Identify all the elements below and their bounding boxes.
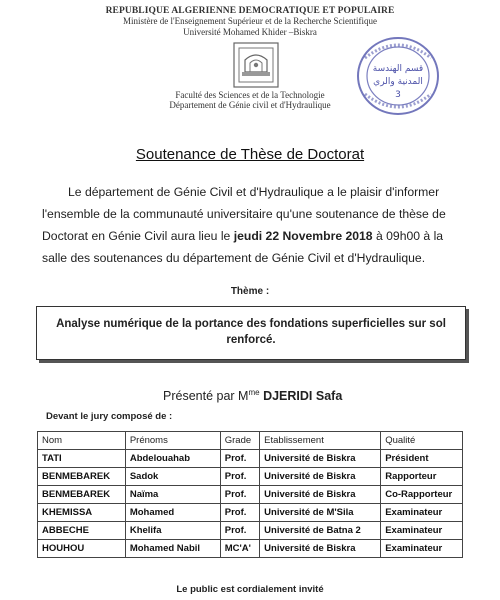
svg-text:المدنية والري: المدنية والري [373,77,423,87]
col-header-institution: Etablissement [260,432,381,450]
cell-name: BENMEBAREK [38,486,126,504]
table-row [38,486,463,504]
cell-grade: Prof. [220,468,259,486]
svg-text:قسم الهندسة: قسم الهندسة [372,64,424,74]
announcement-line-3 [42,230,462,242]
col-header-grade: Grade [220,432,259,450]
cell-role: Examinateur [381,540,463,558]
cell-firstname: Sadok [125,468,220,486]
defense-date: jeudi 22 Novembre 2018 [233,229,373,243]
table-row [38,468,463,486]
jury-intro: Devant le jury composé de : [46,411,173,422]
cell-name: ABBECHE [38,522,126,540]
table-row [38,504,463,522]
cell-grade: Prof. [220,504,259,522]
announcement-text: Doctorat en Génie Civil aura lieu le [42,229,234,243]
university-logo-icon [233,42,279,88]
cell-name: KHEMISSA [38,504,126,522]
svg-text:3: 3 [395,90,401,100]
cell-role: Examinateur [381,522,463,540]
cell-name: HOUHOU [38,540,126,558]
announcement-line-2: l'ensemble de la communauté universitaire qu'une soutenance de thèse de [42,207,446,221]
cell-grade: MC'A' [220,540,259,558]
document-title: Soutenance de Thèse de Doctorat [135,146,365,163]
cell-institution: Université de Biskra [260,468,381,486]
header-ministry: Ministère de l'Enseignement Supérieur et de la Recherche Scientifique [122,16,378,26]
footer-invitation: Le public est cordialement invité [176,584,324,595]
header-university: Université Mohamed Khider –Biskra [183,27,317,37]
cell-institution: Université de Biskra [260,486,381,504]
cell-institution: Université de Batna 2 [260,522,381,540]
jury-table [37,431,463,558]
table-row [38,522,463,540]
cell-grade: Prof. [220,522,259,540]
cell-role: Rapporteur [381,468,463,486]
faculty-name: Faculté des Sciences et de la Technologie [175,90,325,100]
col-header-name: Nom [38,432,126,450]
cell-firstname: Abdelouahab [125,450,220,468]
cell-grade: Prof. [220,486,259,504]
header-republic: REPUBLIQUE ALGERIENNE DEMOCRATIQUE ET POPULAIRE [105,6,395,16]
cell-institution: Université de M'Sila [260,504,381,522]
table-row [38,450,463,468]
theme-line-2: renforcé. [226,334,276,346]
theme-line-1: Analyse numérique de la portance des fondations superficielles sur sol [56,318,446,330]
table-row [38,540,463,558]
announcement-time: à 09h00 à la [372,229,444,243]
theme-box [36,306,466,360]
cell-name: BENMEBAREK [38,468,126,486]
announcement-line-4: salle des soutenances du département de Génie Civil et d'Hydraulique. [42,251,426,265]
cell-role: Examinateur [381,504,463,522]
theme-label: Thème : [230,286,270,297]
presenter [163,388,342,403]
jury-header-row [38,432,463,450]
col-header-firstname: Prénoms [125,432,220,450]
cell-name: TATI [38,450,126,468]
cell-institution: Université de Biskra [260,540,381,558]
presenter-title-sup: me [248,388,260,397]
presenter-name: DJERIDI Safa [263,389,343,404]
cell-firstname: Naïma [125,486,220,504]
col-header-role: Qualité [381,432,463,450]
cell-role: Co-Rapporteur [381,486,463,504]
cell-grade: Prof. [220,450,259,468]
cell-firstname: Khelifa [125,522,220,540]
cell-firstname: Mohamed Nabil [125,540,220,558]
cell-role: Président [381,450,463,468]
cell-institution: Université de Biskra [260,450,381,468]
cell-firstname: Mohamed [125,504,220,522]
department-name: Département de Génie civil et d'Hydraulique [169,100,331,110]
presenter-prefix: Présenté par M [163,389,249,404]
announcement-line-1: Le département de Génie Civil et d'Hydraulique a le plaisir d'informer [68,185,440,199]
